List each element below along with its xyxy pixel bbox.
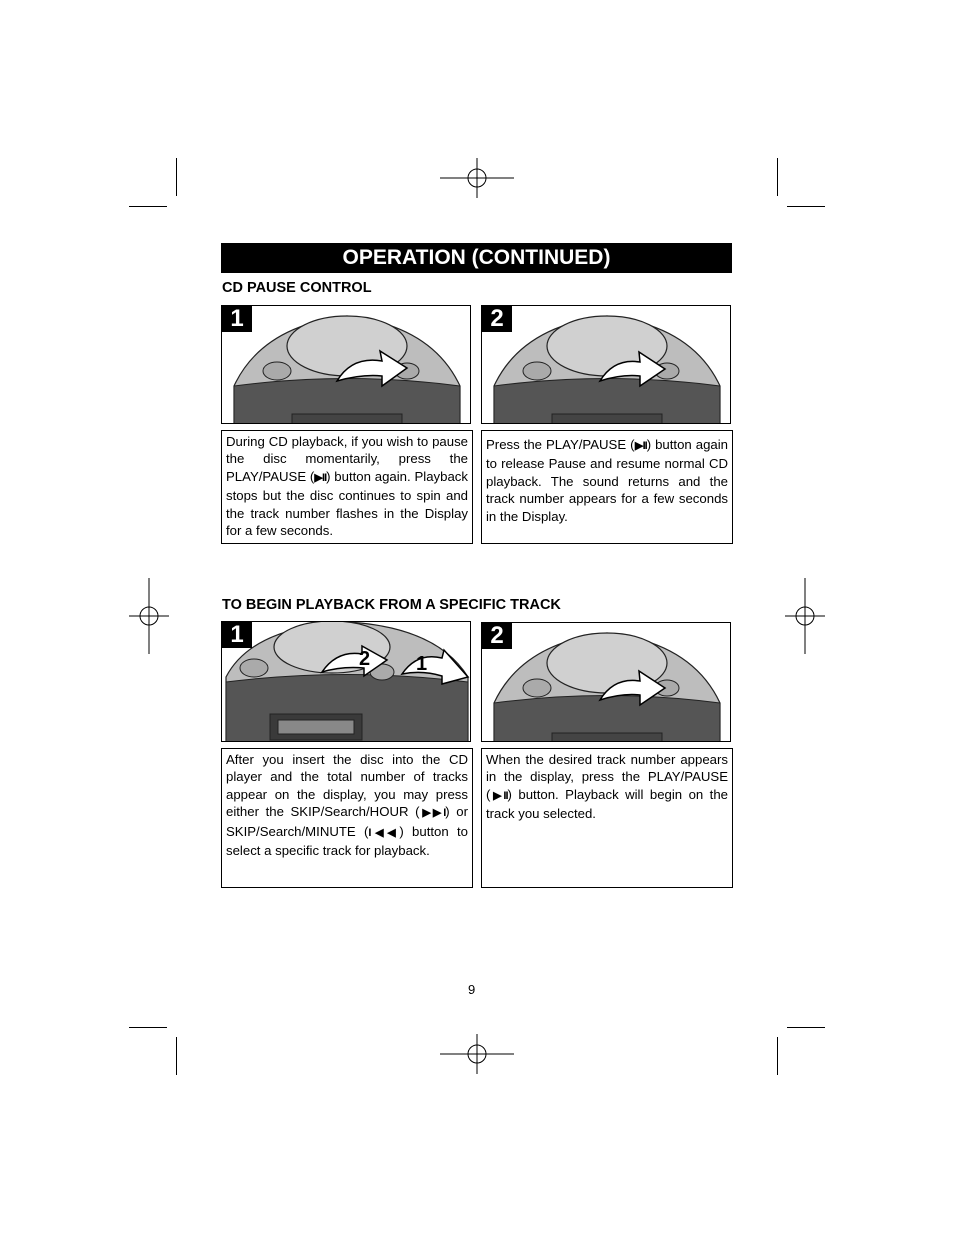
crop-mark <box>129 1027 167 1028</box>
page-number: 9 <box>468 982 476 997</box>
cd-player-illustration <box>481 305 731 424</box>
step-description: When the desired track number appears in the display, press the PLAY/PAUSE (▶II) button. Playback will begin on the track you selected. <box>481 748 733 888</box>
skip-back-icon: I◀◀ <box>368 826 400 839</box>
play-pause-icon: ▶II <box>634 440 647 452</box>
step-number-badge: 1 <box>222 622 252 648</box>
play-pause-icon: ▶II <box>314 471 327 484</box>
section-title-specific-track: TO BEGIN PLAYBACK FROM A SPECIFIC TRACK <box>222 597 561 613</box>
step-number-badge: 2 <box>482 623 512 649</box>
cd-player-illustration <box>481 622 731 742</box>
step-description: After you insert the disc into the CD player and the total number of tracks appear on the display, you may press either the SKIP/Search/HOUR (▶▶I) or SKIP/Search/MINUTE (I◀◀) button to select a specific track for playback. <box>221 748 473 888</box>
registration-mark-icon <box>785 578 825 654</box>
play-pause-icon: ▶II <box>490 789 508 802</box>
crop-mark <box>787 206 825 207</box>
crop-mark <box>777 158 778 196</box>
crop-mark <box>176 1037 177 1075</box>
cd-player-illustration <box>221 305 471 424</box>
arrow-label: 2 <box>359 648 371 670</box>
skip-forward-icon: ▶▶I <box>419 807 446 820</box>
page-title: OPERATION (CONTINUED) <box>221 243 732 273</box>
step-number-badge: 2 <box>482 306 512 332</box>
arrow-label: 1 <box>416 653 428 675</box>
crop-mark <box>777 1037 778 1075</box>
step-number-badge: 1 <box>222 306 252 332</box>
registration-mark-icon <box>129 578 169 654</box>
registration-mark-icon <box>440 158 514 198</box>
crop-mark <box>787 1027 825 1028</box>
cd-player-illustration <box>221 621 471 742</box>
crop-mark <box>129 206 167 207</box>
crop-mark <box>176 158 177 196</box>
step-description: During CD playback, if you wish to pause the disc momentarily, press the PLAY/PAUSE (▶II) button again. Playback stops but the disc continues to spin and the track number flashes in the Display for a few seconds. <box>221 430 473 544</box>
section-title-cd-pause: CD PAUSE CONTROL <box>222 280 372 296</box>
registration-mark-icon <box>440 1034 514 1074</box>
step-description: Press the PLAY/PAUSE (▶II) button again to release Pause and resume normal CD playback. The sound returns and the track number appears for a few seconds in the Display. <box>481 430 733 544</box>
